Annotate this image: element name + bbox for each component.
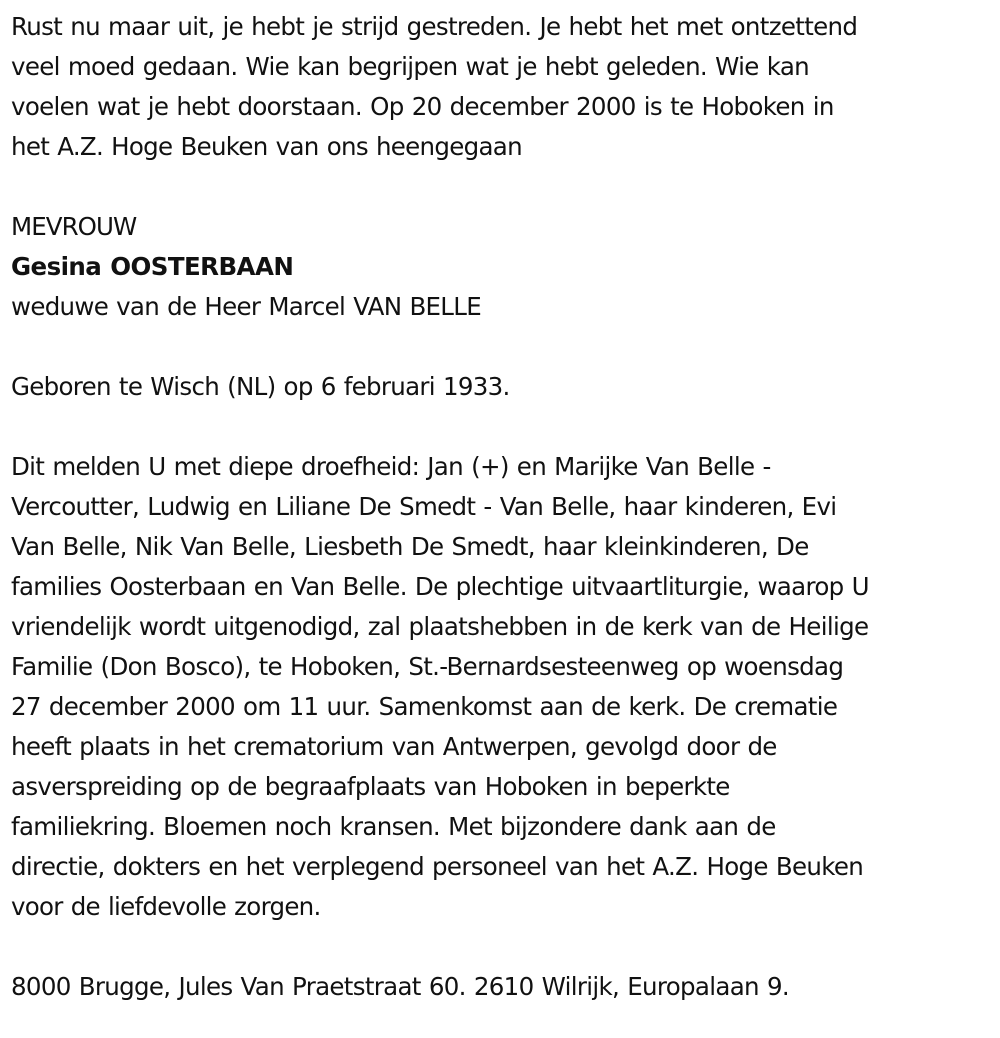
announcement-line: familiekring. Bloemen noch kransen. Met bijzondere dank aan de [11,812,776,841]
announcement-paragraph [11,447,991,927]
spacer [11,327,991,367]
obituary-document [11,7,991,1007]
intro-line: Rust nu maar uit, je hebt je strijd gestreden. Je hebt het met ontzettend [11,12,858,41]
announcement-line: Familie (Don Bosco), te Hoboken, St.-Bernardsesteenweg op woensdag [11,652,844,681]
announcement-line: heeft plaats in het crematorium van Antwerpen, gevolgd door de [11,732,777,761]
announcement-line: Dit melden U met diepe droefheid: Jan (+) en Marijke Van Belle - [11,452,771,481]
announcement-line: voor de liefdevolle zorgen. [11,892,321,921]
intro-line: voelen wat je hebt doorstaan. Op 20 december 2000 is te Hoboken in [11,92,834,121]
announcement-line: families Oosterbaan en Van Belle. De plechtige uitvaartliturgie, waarop U [11,572,869,601]
announcement-line: Vercoutter, Ludwig en Liliane De Smedt - Van Belle, haar kinderen, Evi [11,492,837,521]
intro-line: veel moed gedaan. Wie kan begrijpen wat je hebt geleden. Wie kan [11,52,810,81]
addresses-line: 8000 Brugge, Jules Van Praetstraat 60. 2610 Wilrijk, Europalaan 9. [11,972,790,1001]
spouse-line: weduwe van de Heer Marcel VAN BELLE [11,292,481,321]
announcement-line: vriendelijk wordt uitgenodigd, zal plaatshebben in de kerk van de Heilige [11,612,869,641]
spacer [11,407,991,447]
deceased-name: Gesina OOSTERBAAN [11,252,294,281]
announcement-line: directie, dokters en het verplegend personeel van het A.Z. Hoge Beuken [11,852,864,881]
spacer [11,167,991,207]
title-prefix: MEVROUW [11,212,137,241]
birth-line: Geboren te Wisch (NL) op 6 februari 1933. [11,372,510,401]
announcement-line: 27 december 2000 om 11 uur. Samenkomst aan de kerk. De crematie [11,692,838,721]
announcement-line: Van Belle, Nik Van Belle, Liesbeth De Smedt, haar kleinkinderen, De [11,532,809,561]
intro-line: het A.Z. Hoge Beuken van ons heengegaan [11,132,522,161]
intro-paragraph [11,7,991,167]
announcement-line: asverspreiding op de begraafplaats van Hoboken in beperkte [11,772,730,801]
spacer [11,927,991,967]
